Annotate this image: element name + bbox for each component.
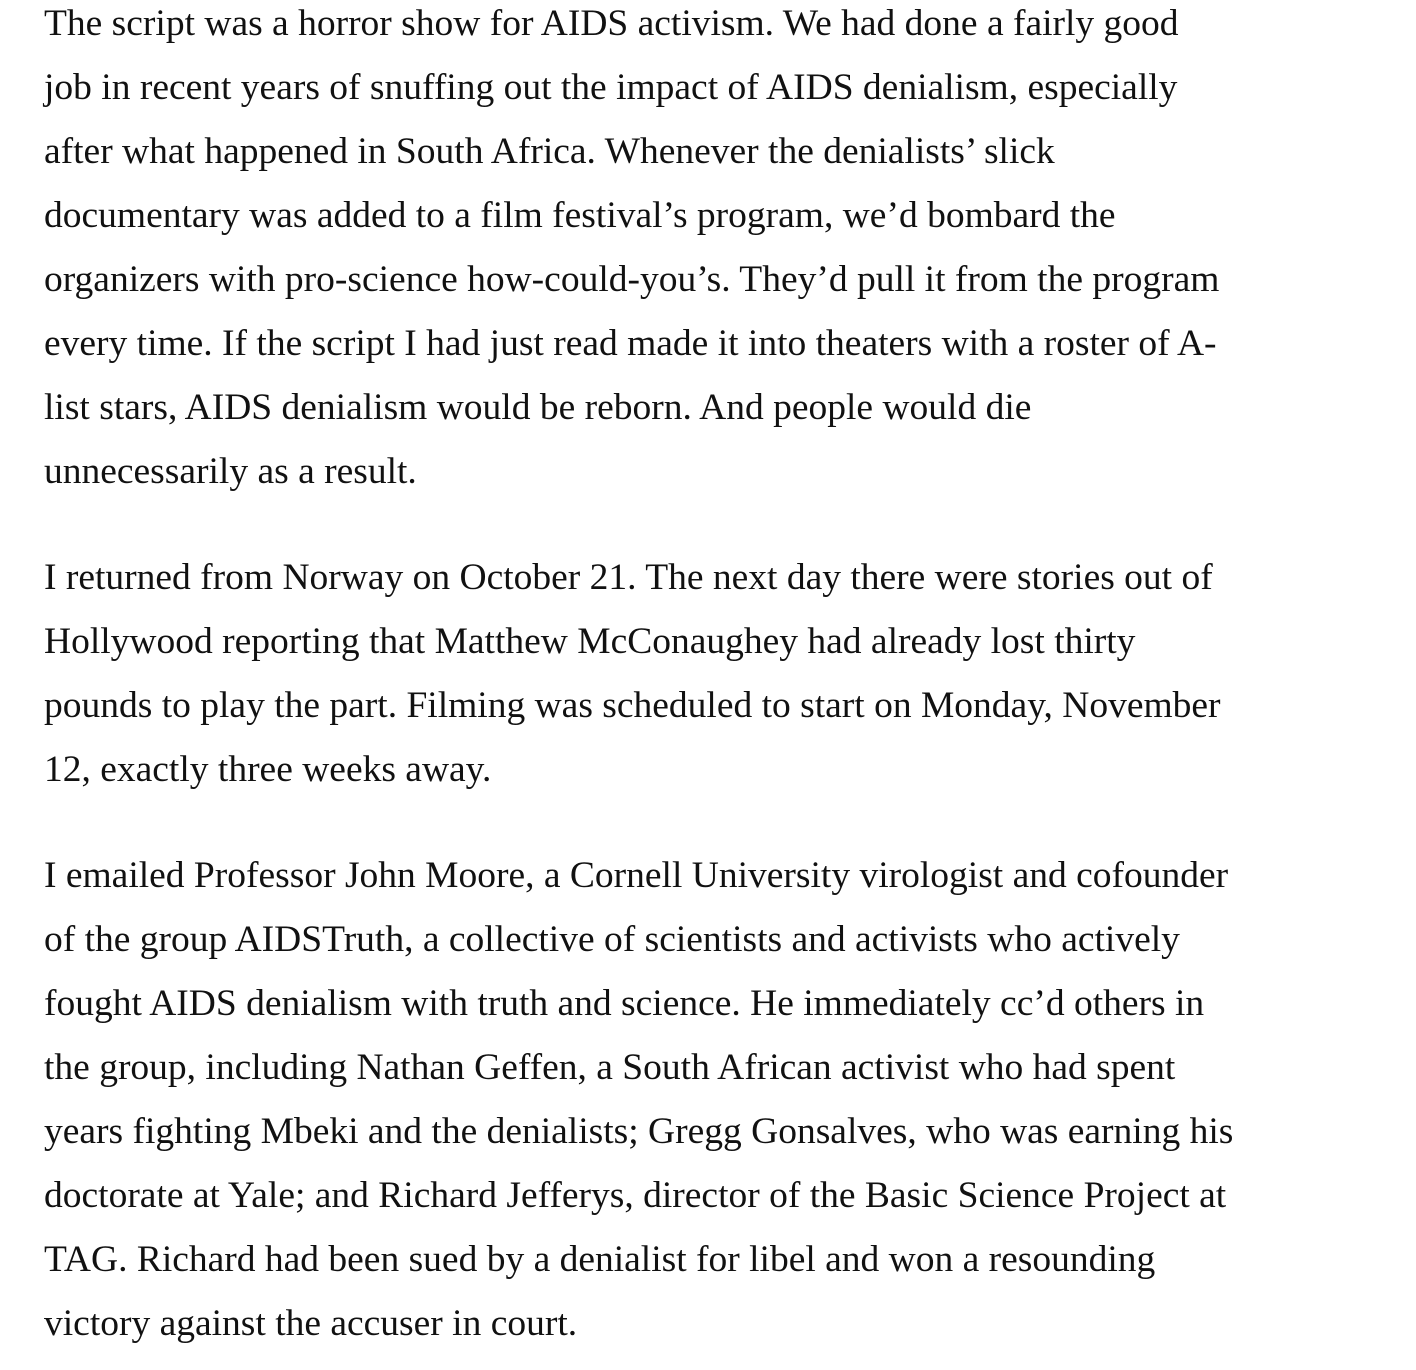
- paragraph-line: job in recent years of snuffing out the impact of AIDS denialism, especially: [44, 67, 1178, 108]
- paragraph-line: years fighting Mbeki and the denialists; Gregg Gonsalves, who was earning his: [44, 1111, 1234, 1152]
- paragraph-line: unnecessarily as a result.: [44, 451, 417, 492]
- paragraph-line: the group, including Nathan Geffen, a South African activist who had spent: [44, 1047, 1176, 1088]
- paragraph-line: after what happened in South Africa. Whenever the denialists’ slick: [44, 131, 1055, 172]
- paragraph-line: The script was a horror show for AIDS activism. We had done a fairly good: [44, 3, 1179, 44]
- paragraph-line: I emailed Professor John Moore, a Cornell University virologist and cofounder: [44, 855, 1229, 896]
- paragraph-line: I returned from Norway on October 21. The next day there were stories out of: [44, 557, 1213, 598]
- paragraph-line: fought AIDS denialism with truth and science. He immediately cc’d others in: [44, 983, 1205, 1024]
- paragraph-line: TAG. Richard had been sued by a denialist for libel and won a resounding: [44, 1239, 1156, 1280]
- paragraph-2: [44, 546, 1221, 802]
- paragraph-line: every time. If the script I had just read made it into theaters with a roster of A-: [44, 323, 1217, 364]
- paragraph-line: Hollywood reporting that Matthew McConaughey had already lost thirty: [44, 621, 1136, 662]
- paragraph-line: of the group AIDSTruth, a collective of scientists and activists who actively: [44, 919, 1180, 960]
- paragraph-line: list stars, AIDS denialism would be reborn. And people would die: [44, 387, 1032, 428]
- paragraph-line: pounds to play the part. Filming was scheduled to start on Monday, November: [44, 685, 1221, 726]
- paragraph-line: documentary was added to a film festival’s program, we’d bombard the: [44, 195, 1116, 236]
- paragraph-line: 12, exactly three weeks away.: [44, 749, 492, 790]
- paragraph-line: organizers with pro-science how-could-you’s. They’d pull it from the program: [44, 259, 1220, 300]
- paragraph-1: [44, 0, 1219, 504]
- paragraph-line: doctorate at Yale; and Richard Jefferys, director of the Basic Science Project at: [44, 1175, 1227, 1216]
- paragraph-line: victory against the accuser in court.: [44, 1303, 578, 1344]
- paragraph-3: [44, 844, 1233, 1356]
